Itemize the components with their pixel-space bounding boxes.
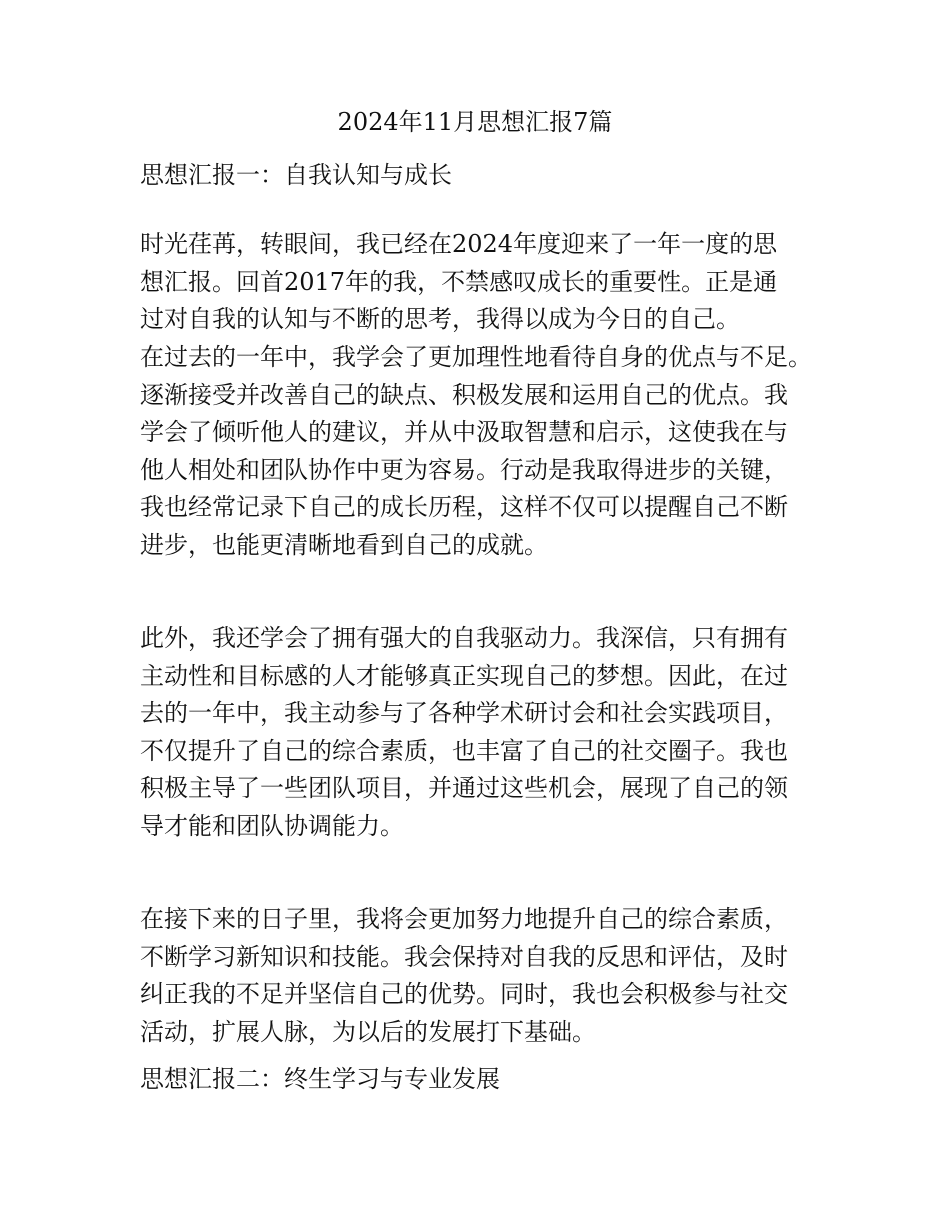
paragraph-line: 在接下来的日子里，我将会更加努力地提升自己的综合素质， [140,905,788,933]
section-heading-1: 思想汇报一：自我认知与成长 [140,161,452,189]
paragraph-line: 进步，也能更清晰地看到自己的成就。 [140,530,548,559]
paragraph-line: 活动，扩展人脉，为以后的发展打下基础。 [140,1017,596,1046]
paragraph-line: 时光荏苒，转眼间，我已经在2024年度迎来了一年一度的思 [140,230,778,258]
paragraph-line: 在过去的一年中，我学会了更加理性地看待自身的优点与不足。 [140,343,812,371]
paragraph-line: 学会了倾听他人的建议，并从中汲取智慧和启示，这使我在与 [140,418,788,446]
paragraph-line: 主动性和目标感的人才能够真正实现自己的梦想。因此，在过 [140,661,788,690]
paragraph-line: 逐渐接受并改善自己的缺点、积极发展和运用自己的优点。我 [140,380,788,409]
paragraph-line: 他人相处和团队协作中更为容易。行动是我取得进步的关键， [140,455,788,484]
paragraph-2 [140,339,820,564]
paragraph-line: 不断学习新知识和技能。我会保持对自我的反思和评估，及时 [140,942,788,971]
document-title: 2024年11月思想汇报7篇 [337,108,613,136]
paragraph-4 [140,901,820,1051]
paragraph-line: 纠正我的不足并坚信自己的优势。同时，我也会积极参与社交 [140,980,788,1008]
paragraph-line: 我也经常记录下自己的成长历程，这样不仅可以提醒自己不断 [140,493,788,521]
paragraph-line: 不仅提升了自己的综合素质，也丰富了自己的社交圈子。我也 [140,736,788,765]
paragraph-1 [140,226,820,339]
paragraph-line: 去的一年中，我主动参与了各种学术研讨会和社会实践项目， [140,699,788,727]
paragraph-line: 积极主导了一些团队项目，并通过这些机会，展现了自己的领 [140,774,788,802]
paragraph-3 [140,620,820,845]
paragraph-line: 想汇报。回首2017年的我，不禁感叹成长的重要性。正是通 [140,267,778,296]
paragraph-line: 此外，我还学会了拥有强大的自我驱动力。我深信，只有拥有 [140,624,788,652]
paragraph-line: 过对自我的认知与不断的思考，我得以成为今日的自己。 [140,305,740,333]
paragraph-line: 导才能和团队协调能力。 [140,811,404,840]
section-heading-2: 思想汇报二：终生学习与专业发展 [140,1065,500,1093]
